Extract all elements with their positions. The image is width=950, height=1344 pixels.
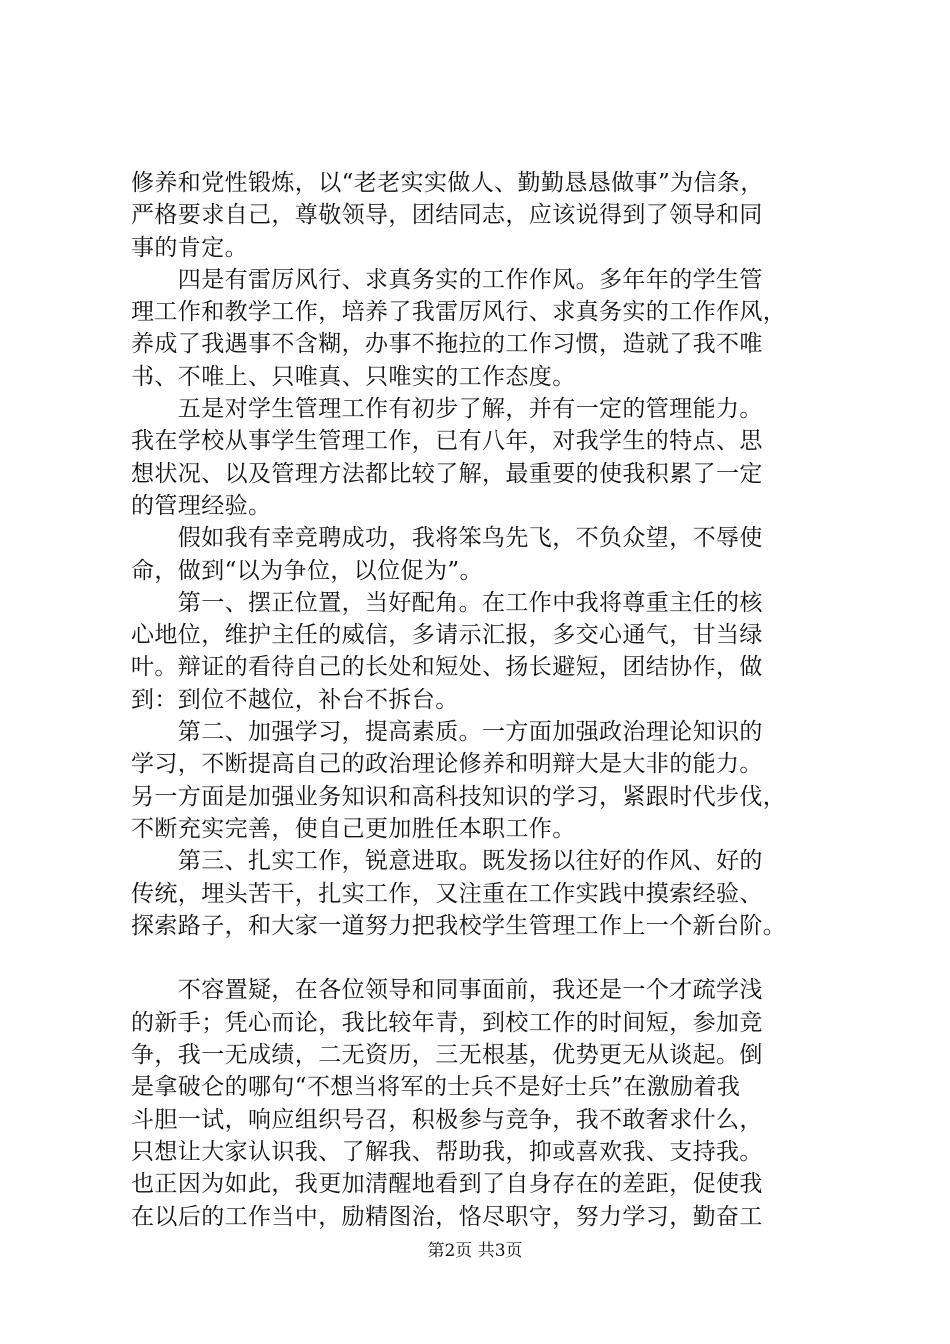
text-line: 探索路子，和大家一道努力把我校学生管理工作上一个新台阶。 — [131, 912, 787, 939]
text-line: 学习，不断提高自己的政治理论修养和明辩大是大非的能力。 — [131, 751, 763, 778]
text-line: 叶。辩证的看待自己的长处和短处、扬长避短，团结协作，做 — [131, 654, 763, 681]
text-line: 是拿破仑的哪句“不想当将军的士兵不是好士兵”在激励着我 — [131, 1074, 741, 1101]
text-line: 修养和党性锻炼，以“老老实实做人、勤勤恳恳做事”为信条， — [131, 170, 764, 196]
text-line: 只想让大家认识我、了解我、帮助我，抑或喜欢我、支持我。 — [131, 1138, 763, 1165]
text-line: 不容置疑，在各位领导和同事面前，我还是一个才疏学浅 — [131, 977, 763, 1004]
document-body — [131, 167, 836, 1233]
text-line: 养成了我遇事不含糊，办事不拖拉的工作习惯，造就了我不唯 — [131, 331, 763, 358]
text-line: 的新手；凭心而论，我比较年青，到校工作的时间短，参加竞 — [131, 1009, 763, 1036]
text-line: 另一方面是加强业务知识和高科技知识的学习，紧跟时代步伐， — [131, 783, 787, 810]
text-line: 的管理经验。 — [131, 492, 272, 519]
text-line: 书、不唯上、只唯真、只唯实的工作态度。 — [131, 363, 576, 390]
blank-line — [131, 942, 836, 974]
text-line: 传统，埋头苦干，扎实工作，又注重在工作实践中摸索经验、 — [131, 880, 763, 907]
text-line: 我在学校从事学生管理工作，已有八年，对我学生的特点、思 — [131, 428, 763, 455]
text-line: 四是有雷厉风行、求真务实的工作作风。多年年的学生管 — [131, 266, 763, 293]
text-line: 命，做到“以为争位，以位促为”。 — [131, 557, 483, 584]
text-line: 到：到位不越位，补台不拆台。 — [131, 686, 459, 713]
text-line: 第三、扎实工作，锐意进取。既发扬以往好的作风、好的 — [131, 848, 763, 875]
text-line: 事的肯定。 — [131, 234, 248, 261]
text-line: 也正因为如此，我更加清醒地看到了自身存在的差距，促使我 — [131, 1171, 763, 1198]
text-line: 严格要求自己，尊敬领导，团结同志，应该说得到了领导和同 — [131, 202, 763, 229]
text-line: 在以后的工作当中，励精图治，恪尽职守，努力学习，勤奋工 — [131, 1203, 763, 1230]
text-line: 五是对学生管理工作有初步了解，并有一定的管理能力。 — [131, 396, 763, 423]
text-line: 第二、加强学习，提高素质。一方面加强政治理论知识的 — [131, 719, 763, 746]
text-line: 第一、摆正位置，当好配角。在工作中我将尊重主任的核 — [131, 589, 763, 616]
text-line: 斗胆一试，响应组织号召，积极参与竞争，我不敢奢求什么， — [131, 1106, 763, 1133]
page-footer: 第2页 共3页 — [427, 1241, 523, 1261]
text-line: 想状况、以及管理方法都比较了解，最重要的使我积累了一定 — [131, 460, 763, 487]
text-line: 不断充实完善，使自己更加胜任本职工作。 — [131, 815, 576, 842]
text-line: 心地位，维护主任的威信，多请示汇报，多交心通气，甘当绿 — [131, 622, 763, 649]
text-line: 理工作和教学工作，培养了我雷厉风行、求真务实的工作作风， — [131, 299, 787, 326]
text-line: 假如我有幸竞聘成功，我将笨鸟先飞，不负众望，不辱使 — [131, 525, 763, 552]
text-line: 争，我一无成绩，二无资历，三无根基，优势更无从谈起。倒 — [131, 1042, 763, 1069]
